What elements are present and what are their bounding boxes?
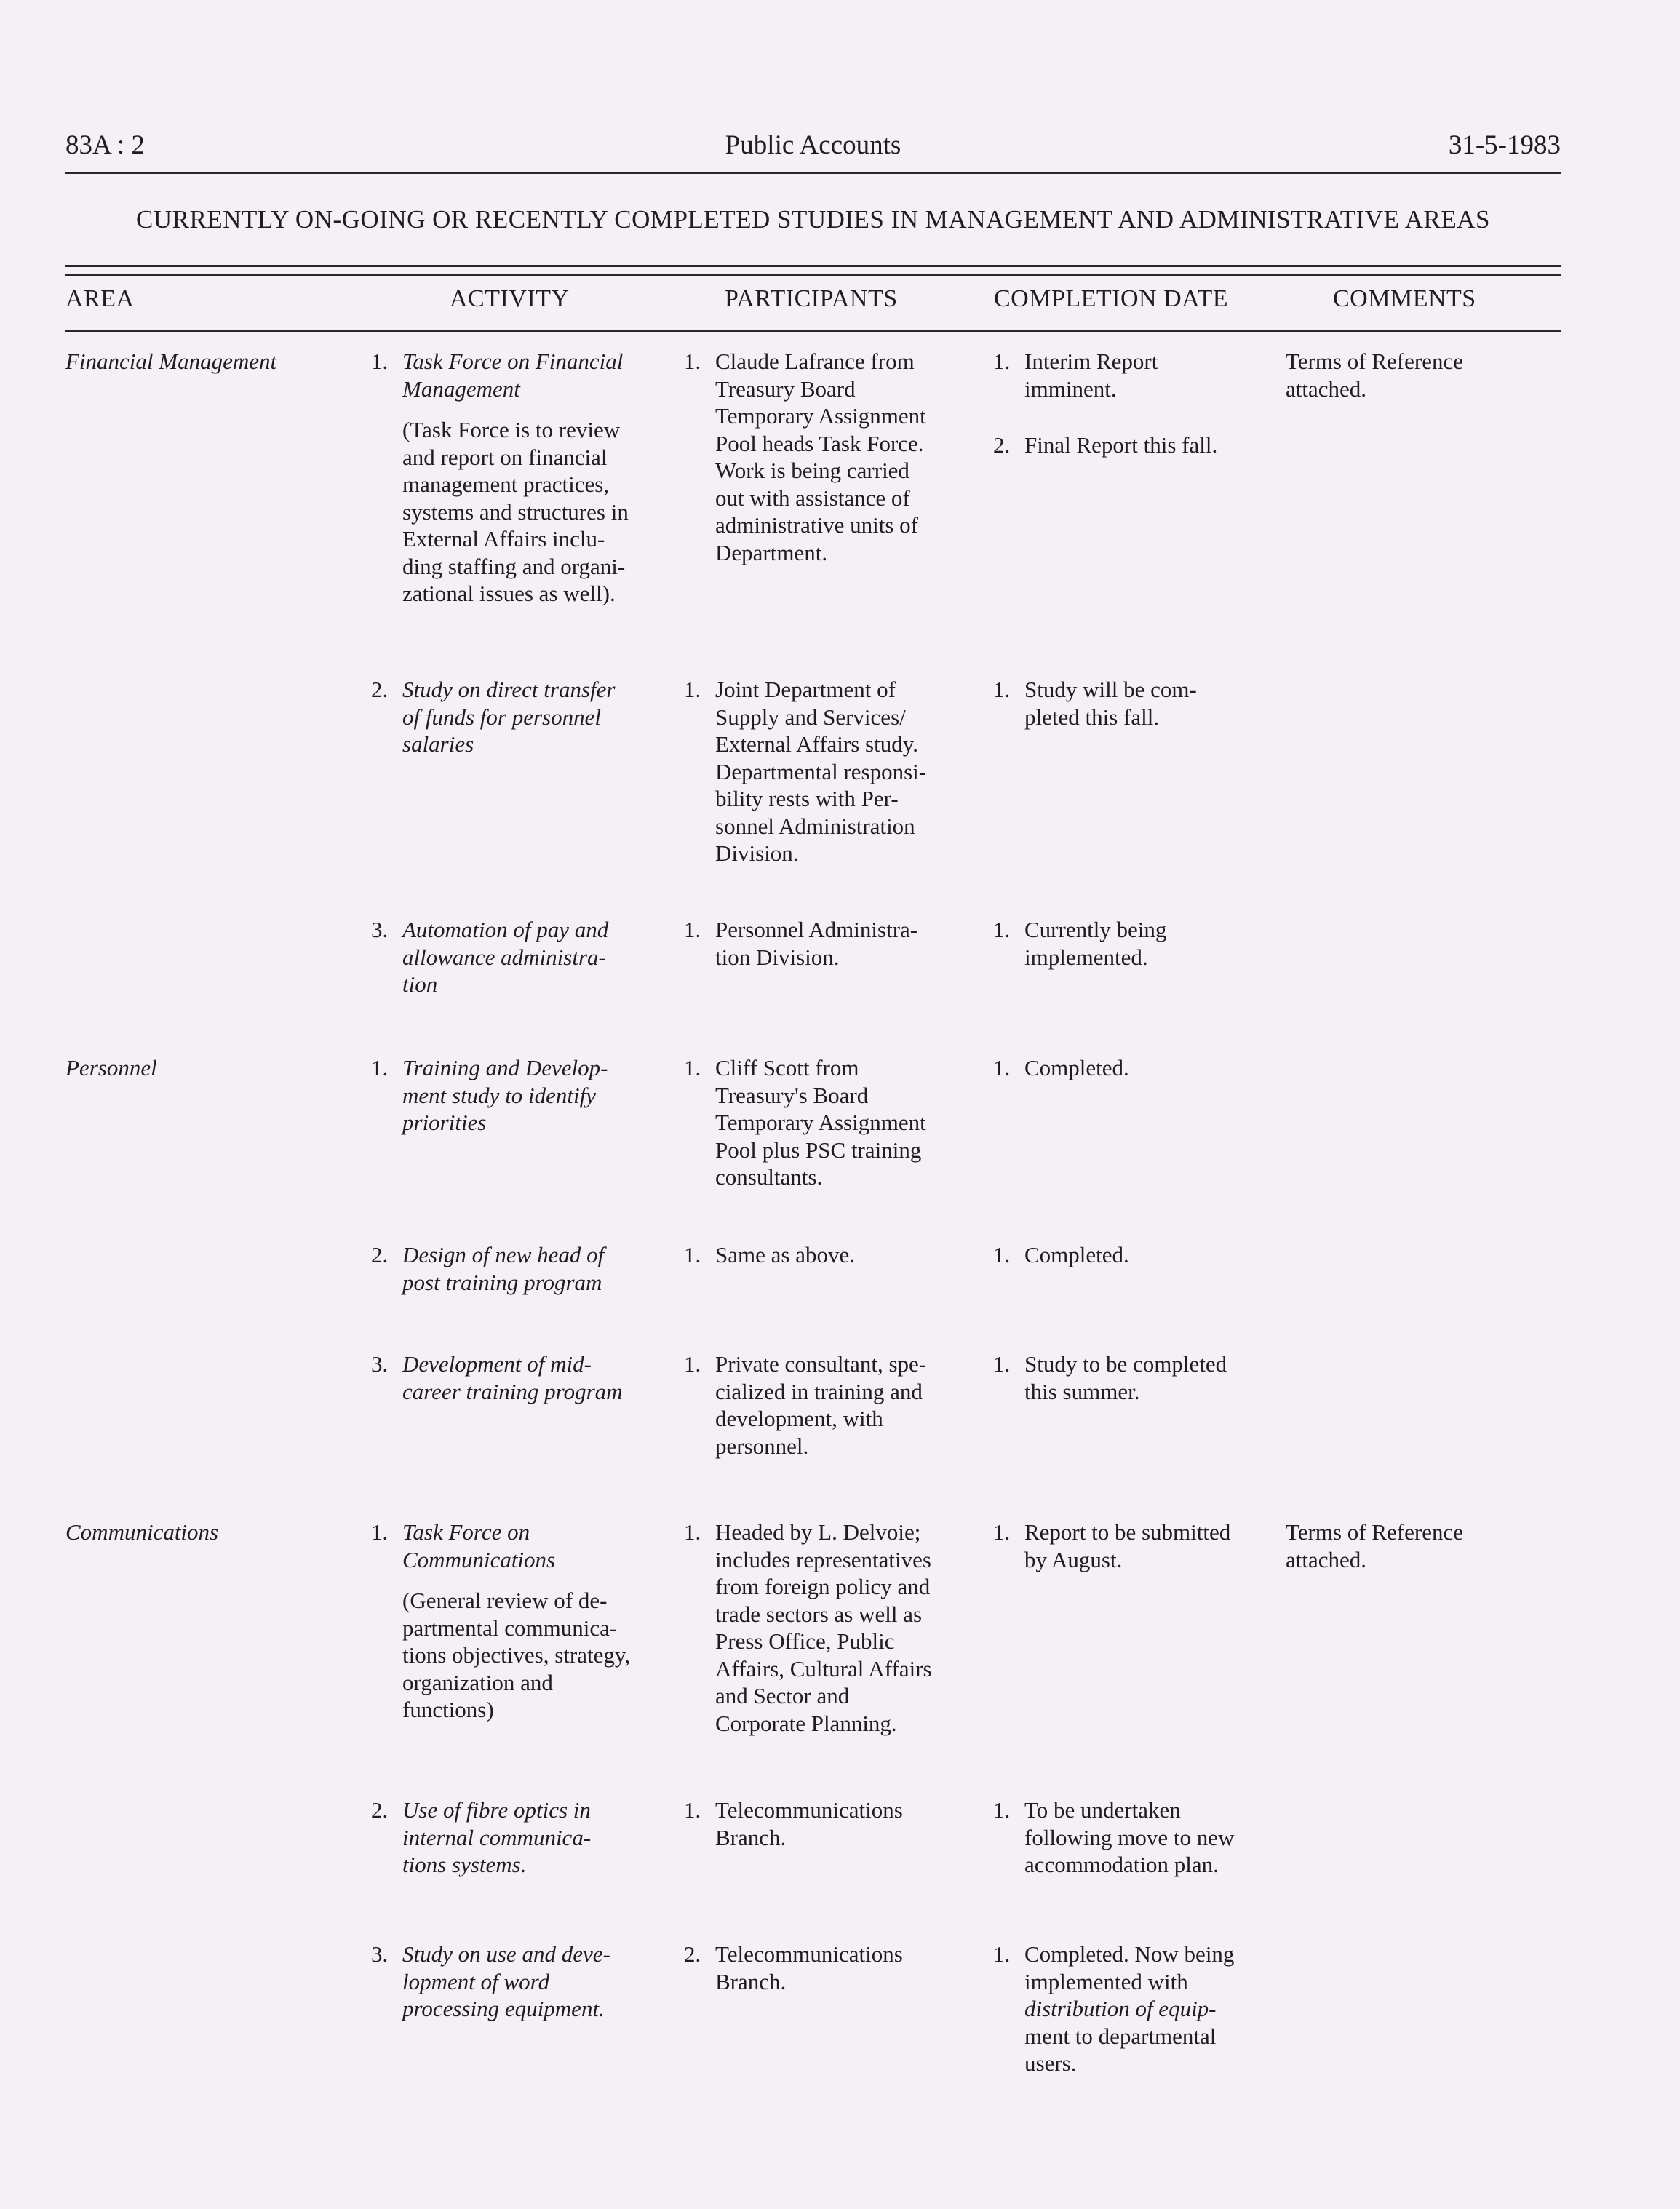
text-line: and Sector and [715,1683,850,1708]
activity-title [402,916,693,998]
text-line: trade sectors as well as [715,1601,923,1627]
text-line: Automation of pay and [402,917,609,942]
text-line: and report on financial [402,444,608,470]
text-line: pleted this fall. [1024,704,1160,730]
text-line: distribution of equip- [1024,1996,1217,2021]
item-number: 3. [371,1941,389,1967]
item-number: 1. [371,349,389,374]
text-line: Completed. [1024,1055,1129,1080]
text-line: following move to new [1024,1824,1235,1850]
page-date: 31-5-1983 [1448,130,1561,160]
text-line: Telecommunications [715,1797,903,1823]
item-number: 1. [684,349,701,374]
text-line: processing equipment. [402,1996,605,2021]
entry-text [715,1941,992,1995]
entry-text [715,1519,992,1737]
page-number: 83A : 2 [65,130,145,160]
entry-text [402,1796,693,1879]
text-line: by August. [1024,1546,1123,1572]
text-line: Pool plus PSC training [715,1137,922,1163]
activity-description [402,416,693,608]
text-line: this summer. [1024,1378,1140,1404]
text-line: Cliff Scott from [715,1055,859,1080]
activity-title [402,1054,693,1137]
text-line: Branch. [715,1968,787,1994]
text-line: Temporary Assignment [715,403,926,429]
entry-text [715,1054,992,1191]
text-line: consultants. [715,1164,823,1190]
entry-text [402,1941,693,2023]
item-number: 3. [371,917,389,942]
page-header [65,125,1561,176]
text-line: post training program [402,1269,602,1295]
header-divider [65,172,1561,174]
text-line: systems and structures in [402,498,629,525]
item-number: 1. [684,1797,701,1823]
text-line: internal communica- [402,1824,592,1850]
text-line: (General review of de- [402,1588,608,1613]
item-number: 2. [371,677,389,702]
text-line: tion Division. [715,944,840,970]
text-line: career training program [402,1378,623,1404]
document-title: CURRENTLY ON-GOING OR RECENTLY COMPLETED STUDIES IN MANAGEMENT AND ADMINISTRATIVE AREAS [135,205,1490,234]
text-line: (Task Force is to review [402,417,621,442]
text-line: External Affairs inclu- [402,526,605,552]
text-line: Claude Lafrance from [715,349,915,374]
table-top-rule-inner [65,274,1561,276]
text-line: ding staffing and organi- [402,553,626,579]
text-line: Currently being [1024,917,1167,942]
item-number: 1. [684,1519,701,1545]
item-number: 1. [684,1055,701,1080]
text-line: Use of fibre optics in [402,1797,591,1823]
text-line: functions) [402,1697,494,1722]
entry-text [715,1350,992,1460]
text-line: Design of new head of [402,1242,605,1267]
item-number: 1. [684,1242,701,1267]
text-line: Management [402,375,520,402]
text-line: Report to be submitted [1024,1519,1231,1545]
item-number: 2. [371,1242,389,1267]
text-line: accommodation plan. [1024,1852,1219,1877]
text-line: imminent. [1024,375,1117,402]
text-line: Study will be com- [1024,677,1197,702]
text-line: Treasury's Board [715,1082,869,1108]
text-line: Interim Report [1024,349,1158,374]
activity-title [402,1796,693,1879]
entry-text [715,676,992,867]
text-line: Communications [402,1546,556,1572]
entry-text [1024,676,1286,731]
text-line: partmental communica- [402,1615,618,1641]
entry-text [1024,1796,1286,1879]
area-label-communications: Communications [65,1519,219,1545]
text-line: Work is being carried [715,458,909,483]
text-line: Personnel Administra- [715,917,918,942]
item-number: 2. [993,432,1011,458]
item-number: 1. [993,1519,1011,1545]
item-number: 1. [684,677,701,702]
entry-text [1024,1941,1286,2077]
text-line: Study on use and deve- [402,1941,610,1967]
entry-text [1024,1241,1286,1269]
text-line: tion [402,971,438,997]
text-line: cialized in training and [715,1378,923,1404]
entry-text [715,1241,992,1269]
text-line: Supply and Services/ [715,704,906,730]
text-line: Terms of Reference [1286,349,1463,374]
entry-text [1024,916,1286,971]
text-line: External Affairs study. [715,731,918,757]
text-line: Completed. Now being [1024,1941,1235,1967]
column-header-rule [65,330,1561,332]
text-line: Branch. [715,1824,787,1850]
text-line: Final Report this fall. [1024,432,1218,458]
entry-text [715,1796,992,1851]
text-line: Task Force on [402,1519,530,1545]
text-line: organization and [402,1669,553,1695]
text-line: Corporate Planning. [715,1710,897,1736]
entry-text [402,1241,693,1296]
item-number: 2. [684,1941,701,1967]
text-line: allowance administra- [402,944,606,970]
text-line: Task Force on Financial [402,349,624,374]
entry-text [402,348,693,608]
entry-text [715,916,992,971]
entry-text [1024,1519,1286,1573]
item-number: 1. [371,1519,389,1545]
text-line: Study to be completed [1024,1351,1227,1377]
entry-text [715,348,992,566]
entry-text [1024,348,1286,402]
text-line: ment study to identify [402,1082,597,1108]
item-number: 1. [993,1242,1011,1267]
text-line: attached. [1286,1546,1367,1572]
item-number: 1. [993,1941,1011,1967]
item-number: 1. [993,917,1011,942]
text-line: management practices, [402,471,610,497]
entry-text [402,1054,693,1137]
entry-text [402,916,693,998]
text-line: sonnel Administration [715,813,915,839]
item-number: 1. [993,349,1011,374]
item-number: 1. [684,1351,701,1377]
text-line: Joint Department of [715,677,896,702]
text-line: Press Office, Public [715,1628,895,1654]
area-label-financial: Financial Management [65,349,277,374]
activity-description [402,1587,693,1724]
comments-cell [1286,348,1526,402]
item-number: 1. [993,677,1011,702]
text-line: attached. [1286,375,1367,402]
text-line: Training and Develop- [402,1055,608,1080]
activity-title [402,676,693,758]
item-number: 1. [371,1055,389,1080]
comments-cell [1286,1519,1526,1573]
text-line: Study on direct transfer [402,677,616,702]
text-line: of funds for personnel [402,704,601,730]
text-line: salaries [402,731,474,757]
column-header-area: AREA [65,285,135,312]
text-line: Pool heads Task Force. [715,430,924,456]
item-number: 1. [993,1055,1011,1080]
entry-text [1024,1054,1286,1082]
text-line: implemented with [1024,1968,1188,1994]
text-line: implemented. [1024,944,1148,970]
item-number: 2. [371,1797,389,1823]
activity-title [402,348,693,402]
item-number: 1. [684,917,701,942]
text-line: tions systems. [402,1852,527,1877]
area-label-personnel: Personnel [65,1055,157,1080]
activity-title [402,1519,693,1573]
column-header-activity: ACTIVITY [450,285,570,312]
text-line: from foreign policy and [715,1574,931,1599]
text-line: users. [1024,2050,1077,2076]
item-number: 1. [993,1351,1011,1377]
text-line: Terms of Reference [1286,1519,1463,1545]
entry-text [402,1519,693,1724]
column-header-completion-date: COMPLETION DATE [994,285,1228,312]
entry-text [402,1350,693,1405]
text-line: zational issues as well). [402,581,616,606]
text-line: bility rests with Per- [715,786,899,811]
completion-text [1024,431,1286,459]
activity-title [402,1941,693,2023]
text-line: Temporary Assignment [715,1110,926,1135]
item-number: 1. [993,1797,1011,1823]
text-line: To be undertaken [1024,1797,1181,1823]
text-line: Development of mid- [402,1351,592,1377]
text-line: Treasury Board [715,375,856,402]
text-line: out with assistance of [715,485,910,511]
page-heading: Public Accounts [725,130,901,160]
column-header-comments: COMMENTS [1333,285,1476,312]
text-line: Headed by L. Delvoie; [715,1519,921,1545]
text-line: lopment of word [402,1968,550,1994]
activity-title [402,1241,693,1296]
text-line: Completed. [1024,1242,1129,1267]
text-line: personnel. [715,1433,809,1459]
text-line: priorities [402,1110,487,1135]
entry-text [402,676,693,758]
column-header-participants: PARTICIPANTS [725,285,898,312]
entry-text [1024,1350,1286,1405]
text-line: Same as above. [715,1242,855,1267]
table-top-rule [65,265,1561,267]
entry-text [1024,431,1286,459]
text-line: Department. [715,539,828,565]
text-line: ment to departmental [1024,2023,1217,2049]
activity-title [402,1350,693,1405]
text-line: Departmental responsi- [715,758,927,784]
text-line: includes representatives [715,1546,931,1572]
text-line: Division. [715,840,799,866]
text-line: Private consultant, spe- [715,1351,927,1377]
text-line: Affairs, Cultural Affairs [715,1655,932,1681]
text-line: tions objectives, strategy, [402,1642,631,1668]
item-number: 3. [371,1351,389,1377]
text-line: administrative units of [715,512,918,538]
text-line: development, with [715,1406,883,1431]
text-line: Telecommunications [715,1941,903,1967]
